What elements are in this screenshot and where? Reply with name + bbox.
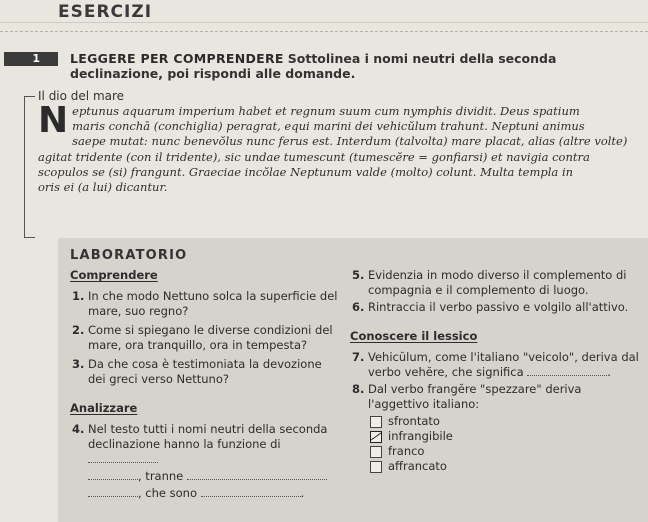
question-number: 5. [352,268,365,282]
exercise-keyword: LEGGERE PER COMPRENDERE [70,51,284,66]
question-6 [350,300,642,315]
reading-title: Il dio del mare [38,89,125,103]
question-5 [350,268,642,298]
answer-blank[interactable] [88,452,158,463]
question-number: 7. [352,350,365,364]
question-number: 2. [72,323,85,337]
latin-line: eptunus aquarum imperium habet et regnum suum cum nymphis dividit. Deus spatium [72,104,580,118]
section-header-bar [0,0,648,23]
reading-bracket [24,96,35,238]
option-label: franco [388,444,425,458]
question-3 [70,357,340,387]
latin-line: oris ei (a lui) dicantur. [38,180,168,195]
question-text: , che sono [138,486,198,500]
option-label: affrancato [388,459,447,473]
question-text: Vehicŭlum, come l'italiano "veicolo", deriva dal verbo vehĕre, che significa [368,350,639,379]
question-text: Nel testo tutti i nomi neutri della seconda declinazione hanno la funzione di [88,422,328,451]
latin-line: scopulos se (si) frangunt. Graeciae incŏlae Neptunum valde (molto) colunt. Multa templa in [38,164,574,179]
latin-passage [38,100,642,195]
exercise-instruction-text: Sottolinea i nomi neutri della seconda declinazione, poi rispondi alle domande. [70,51,557,81]
question-text: Dal verbo frangĕre "spezzare" deriva l'aggettivo italiano: [368,382,582,411]
exercise-number-badge: 1 [4,52,58,66]
drop-cap: N [38,100,69,141]
analizzare-heading: Analizzare [70,401,138,415]
dashed-divider [0,31,648,32]
option-sfrontato[interactable] [350,414,642,429]
checkbox[interactable] [370,461,382,473]
latin-line: agitat tridente (con il tridente), sic undae tumescunt (tumescĕre = gonfiarsi) et navigia contra [38,149,590,164]
option-label: sfrontato [388,414,440,428]
question-text: , tranne [138,469,184,483]
option-label: infrangibile [388,429,453,443]
answer-blank[interactable] [187,469,327,480]
checkbox[interactable] [370,416,382,428]
exercise-instruction [70,51,640,81]
question-number: 8. [352,382,365,396]
question-text: Evidenzia in modo diverso il complemento di compagnia e il complemento di luogo. [368,268,627,297]
question-7: 7. Vehicŭlum, come l'italiano "veicolo", deriva dal verbo vehĕre, che significa . [352,350,639,379]
checkbox-checked[interactable] [370,431,382,443]
laboratorio-left-column [70,268,340,501]
question-number: 1. [72,289,85,303]
question-text: Come si spiegano le diverse condizioni del mare, ora tranquillo, ora in tempesta? [88,323,333,352]
question-text: Rintraccia il verbo passivo e volgilo all'attivo. [368,300,629,314]
answer-blank[interactable] [527,365,607,376]
question-number: 4. [72,422,85,436]
section-title: ESERCIZI [58,2,153,22]
option-infrangibile[interactable] [350,429,642,444]
comprendere-heading: Comprendere [70,268,158,282]
answer-blank[interactable] [88,486,138,497]
laboratorio-right-column [350,268,642,474]
answer-blank[interactable] [201,486,301,497]
question-4-line-3: , che sono . [70,486,340,501]
latin-line: maris conchā (conchiglia) peragrat, equi marini dei vehicŭlum trahunt. Neptuni animus [72,119,585,134]
option-franco[interactable] [350,444,642,459]
question-4 [70,422,340,467]
laboratorio-title: LABORATORIO [70,248,188,263]
question-8 [350,382,642,412]
latin-line: saepe mutat: nunc benevŏlus nunc ferus est. Interdum (talvolta) mare placat, alias (altre volte) [72,134,628,149]
question-text: In che modo Nettuno solca la superficie del mare, suo regno? [88,289,338,318]
answer-blank[interactable] [88,469,138,480]
question-2 [70,323,340,353]
question-text: Da che cosa è testimoniata la devozione dei greci verso Nettuno? [88,357,322,386]
lessico-heading: Conoscere il lessico [350,329,478,343]
question-number: 6. [352,300,365,314]
question-number: 3. [72,357,85,371]
option-affrancato[interactable] [350,459,642,474]
question-4-line-2 [70,469,340,484]
question-1 [70,289,340,319]
checkbox[interactable] [370,446,382,458]
